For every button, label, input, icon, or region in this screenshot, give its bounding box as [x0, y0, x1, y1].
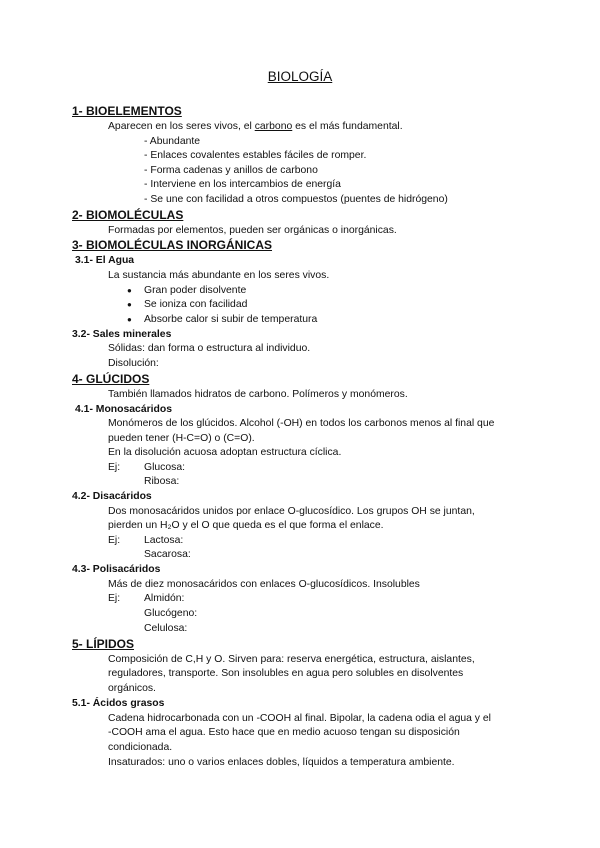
monosacaridos-line: En la disolución acuosa adoptan estructura cíclica.: [108, 447, 342, 458]
subheading-acidos-grasos: 5.1- Ácidos grasos: [72, 698, 165, 709]
bullet-icon: ●: [127, 286, 132, 295]
list-item: Gran poder disolvente: [144, 285, 247, 296]
example-item: Lactosa:: [144, 535, 184, 546]
monosacaridos-line: Monómeros de los glúcidos. Alcohol (-OH) en todos los carbonos menos al final que: [108, 418, 495, 429]
section-heading-glucidos: 4- GLÚCIDOS: [72, 372, 150, 386]
section-heading-lipidos: 5- LÍPIDOS: [72, 637, 135, 651]
bullet-icon: ●: [127, 300, 132, 309]
section-heading-bioelementos: 1- BIOELEMENTOS: [72, 104, 182, 118]
example-item: Ribosa:: [144, 476, 180, 487]
example-item: Sacarosa:: [144, 549, 191, 560]
list-item: Se ioniza con facilidad: [144, 299, 248, 310]
monosacaridos-line: pueden tener (H-C=O) o (C=O).: [108, 433, 255, 444]
example-item: Almidón:: [144, 593, 185, 604]
list-item: - Abundante: [144, 136, 201, 147]
sales-line: Sólidas: dan forma o estructura al individuo.: [108, 343, 311, 354]
subheading-monosacaridos: 4.1- Monosacáridos: [75, 404, 173, 415]
subheading-sales: 3.2- Sales minerales: [72, 329, 172, 340]
document-title: BIOLOGÍA: [267, 69, 333, 84]
list-item: - Forma cadenas y anillos de carbono: [144, 165, 318, 176]
example-item: Celulosa:: [144, 623, 188, 634]
intro-text-carbono: carbono: [254, 121, 293, 132]
intro-text-a: Aparecen en los seres vivos, el: [108, 121, 255, 132]
example-label: Ej:: [108, 462, 121, 473]
bioelementos-intro: [108, 120, 403, 133]
example-item: Glucógeno:: [144, 608, 198, 619]
biomoleculas-text: Formadas por elementos, pueden ser orgánicas o inorgánicas.: [108, 225, 397, 236]
acidos-grasos-line: condicionada.: [108, 742, 173, 753]
example-item: Glucosa:: [144, 462, 186, 473]
acidos-grasos-line: Insaturados: uno o varios enlaces dobles, líquidos a temperatura ambiente.: [108, 757, 455, 768]
list-item: Absorbe calor si subir de temperatura: [144, 314, 318, 325]
example-label: Ej:: [108, 535, 121, 546]
subheading-polisacaridos: 4.3- Polisacáridos: [72, 564, 161, 575]
list-item: - Se une con facilidad a otros compuestos (puentes de hidrógeno): [144, 194, 448, 205]
polisacaridos-text: Más de diez monosacáridos con enlaces O-glucosídicos. Insolubles: [108, 579, 420, 590]
intro-text-b: es el más fundamental.: [292, 121, 403, 132]
lipidos-line: orgánicos.: [108, 683, 156, 694]
lipidos-line: Composición de C,H y O. Sirven para: reserva energética, estructura, aislantes,: [108, 654, 475, 665]
sales-line: Disolución:: [108, 358, 159, 369]
glucidos-text: También llamados hidratos de carbono. Polímeros y monómeros.: [108, 389, 408, 400]
acidos-grasos-line: -COOH ama el agua. Esto hace que en medio acuoso tengan su disposición: [108, 727, 460, 738]
subheading-agua: 3.1- El Agua: [75, 255, 135, 266]
list-item: - Interviene en los intercambios de energía: [144, 179, 341, 190]
acidos-grasos-line: Cadena hidrocarbonada con un -COOH al final. Bipolar, la cadena odia el agua y el: [108, 713, 491, 724]
disacaridos-line: Dos monosacáridos unidos por enlace O-glucosídico. Los grupos OH se juntan,: [108, 506, 475, 517]
bullet-icon: ●: [127, 315, 132, 324]
lipidos-line: reguladores, transporte. Son insolubles en agua pero solubles en disolventes: [108, 668, 464, 679]
section-heading-biomoleculas: 2- BIOMOLÉCULAS: [72, 208, 184, 222]
list-item: - Enlaces covalentes estables fáciles de romper.: [144, 150, 367, 161]
subheading-disacaridos: 4.2- Disacáridos: [72, 491, 152, 502]
agua-text: La sustancia más abundante en los seres vivos.: [108, 270, 330, 281]
disacaridos-line: pierden un H₂O y el O que queda es el que forma el enlace.: [108, 520, 384, 531]
section-heading-inorganicas: 3- BIOMOLÉCULAS INORGÁNICAS: [72, 238, 273, 252]
example-label: Ej:: [108, 593, 121, 604]
